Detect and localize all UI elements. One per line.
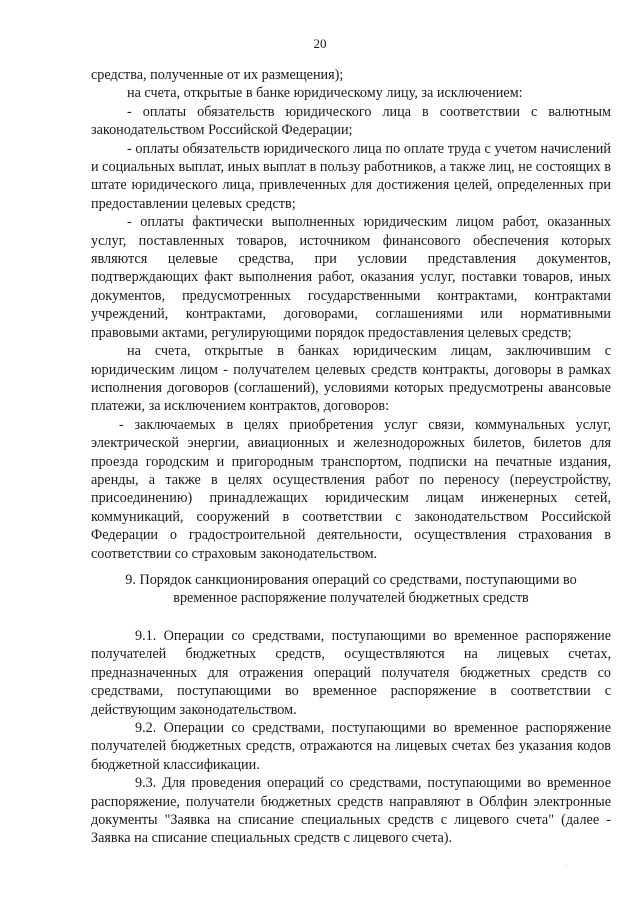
paragraph-currency: - оплаты обязательств юридического лица в соответствии с валютным законодательством Российской Федерации; — [91, 103, 611, 139]
paragraph-works: - оплаты фактически выполненных юридическим лицом работ, оказанных услуг, поставленных товаров, источником финансового обеспечения которых являются целевые средства, при условии представления документов, подтверждающих факт выполнения работ, оказания услуг, поставки товаров, иных документов, предусмотренных государственными контрактами, контрактами учреждений, контрактами, договорами, соглашениями или нормативными правовыми актами, регулирующими порядок предоставления целевых средств; — [91, 214, 611, 341]
section-body — [91, 627, 611, 848]
paragraph-9-1: 9.1. Операции со средствами, поступающими во временное распоряжение получателей бюджетных средств, осуществляются на лицевых счетах, предназначенных для отражения операций получателя бюджетных средств со средствами, поступающими во временное распоряжение в соответствии с действующим законодательством. — [91, 628, 611, 718]
paragraph-9-2: 9.2. Операции со средствами, поступающими во временное распоряжение получателей бюджетных средств, отражаются на лицевых счетах без указания кодов бюджетной классификации. — [91, 720, 611, 773]
body-text — [91, 66, 611, 563]
paragraph-salary: - оплаты обязательств юридического лица по оплате труда с учетом начислений и социальных выплат, иных выплат в пользу работников, а также лиц, не состоящих в штате юридического лица, привлеченных для достижения целей, определенных при предоставлении целевых средств; — [91, 140, 611, 212]
page-number: 20 — [313, 36, 327, 51]
paragraph-exceptions: - заключаемых в целях приобретения услуг связи, коммунальных услуг, электрической энергии, авиационных и железнодорожных билетов, билетов для проезда городским и пригородным транспортом, подписки на печатные издания, аренды, а также в целях осуществления работ по переносу (переустройству, присоединению) принадлежащих юридическим лицам инженерных сетей, коммуникаций, сооружений в соответствии с законодательством Российской Федерации о градостроительной деятельности, осуществления страхования в соответствии со страховым законодательством. — [91, 416, 611, 562]
paragraph-accounts-contractors: на счета, открытые в банках юридическим лицам, заключившим с юридическим лицом - получателем целевых средств контракты, договоры в рамках исполнения договоров (соглашений), условиями которых предусмотрены авансовые платежи, за исключением контрактов, договоров: — [91, 343, 611, 415]
paragraph-continuation: средства, полученные от их размещения); — [91, 67, 344, 83]
section-heading — [91, 571, 611, 608]
section-heading-line2: временное распоряжение получателей бюджетных средств — [173, 590, 529, 607]
paragraph-accounts-bank: на счета, открытые в банке юридическому лицу, за исключением: — [127, 85, 523, 102]
scan-dot-mark: · — [565, 861, 568, 870]
paragraph-9-3: 9.3. Для проведения операций со средствами, поступающими во временное распоряжение, получатели бюджетных средств направляют в Облфин электронные документы "Заявка на списание специальных средств с лицевого счета" (далее - Заявка на списание специальных средств с лицевого счета). — [91, 775, 611, 847]
section-heading-line1: 9. Порядок санкционирования операций со средствами, поступающими во — [125, 572, 577, 588]
